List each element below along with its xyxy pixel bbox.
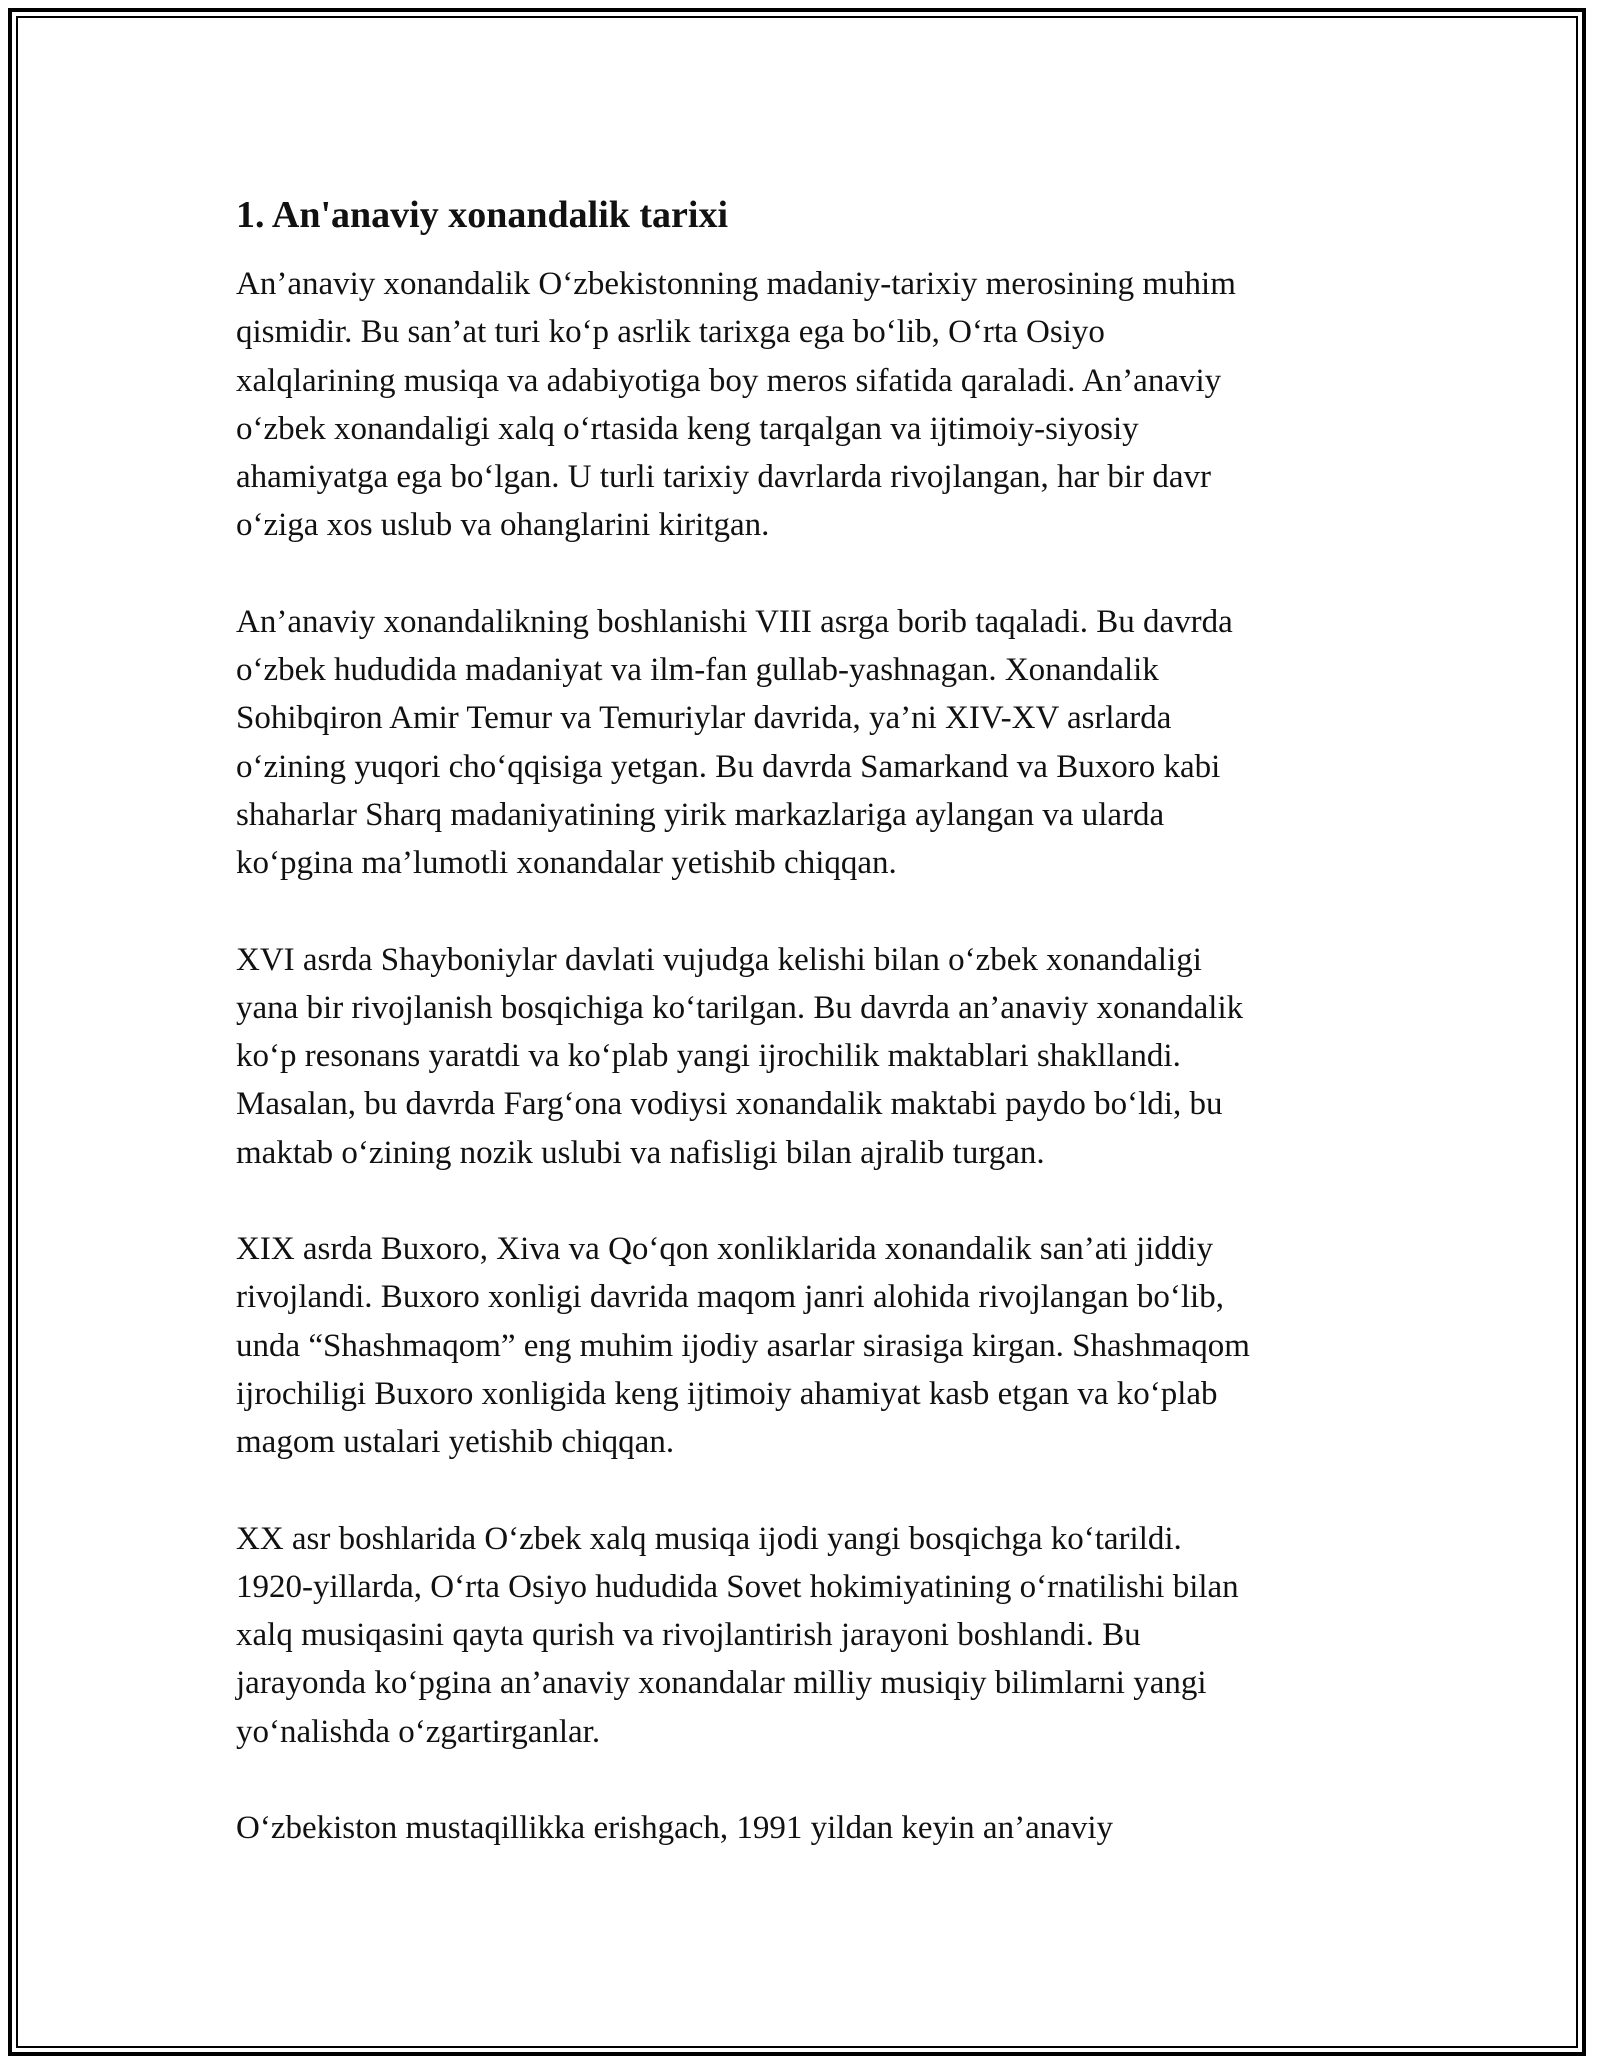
text-line: shaharlar Sharq madaniyatining yirik markazlariga aylangan va ularda xyxy=(236,796,1165,833)
text-line: An’anaviy xonandalik O‘zbekistonning madaniy-tarixiy merosining muhim xyxy=(236,266,1236,302)
text-line: ko‘p resonans yaratdi va ko‘plab yangi ijrochilik maktablari shakllandi. xyxy=(236,1038,1181,1075)
paragraph-2 xyxy=(236,598,1376,888)
paragraph-6 xyxy=(236,1804,1376,1852)
text-line: jarayonda ko‘pgina an’anaviy xonandalar milliy musiqiy bilimlarni yangi xyxy=(236,1665,1207,1702)
paragraph-1 xyxy=(236,260,1376,550)
paragraph-4 xyxy=(236,1225,1376,1466)
paragraph-5 xyxy=(236,1515,1376,1756)
text-line: Masalan, bu davrda Farg‘ona vodiysi xonandalik maktabi paydo bo‘ldi, bu xyxy=(236,1086,1223,1123)
text-line: o‘zbek hududida madaniyat va ilm-fan gullab-yashnagan. Xonandalik xyxy=(236,652,1159,689)
text-line: ahamiyatga ega bo‘lgan. U turli tarixiy davrlarda rivojlangan, har bir davr xyxy=(236,459,1211,496)
text-line: o‘zbek xonandaligi xalq o‘rtasida keng tarqalgan va ijtimoiy-siyosiy xyxy=(236,410,1139,447)
text-line: ko‘pgina ma’lumotli xonandalar yetishib chiqqan. xyxy=(236,845,897,882)
paragraph-3 xyxy=(236,936,1376,1177)
text-line: magom ustalari yetishib chiqqan. xyxy=(236,1424,675,1461)
text-line: xalqlarining musiqa va adabiyotiga boy meros sifatida qaraladi. An’anaviy xyxy=(236,362,1222,399)
text-line: An’anaviy xonandalikning boshlanishi VIII asrga borib taqaladi. Bu davrda xyxy=(236,603,1233,640)
text-line: O‘zbekiston mustaqillikka erishgach, 1991 yildan keyin an’anaviy xyxy=(236,1810,1114,1847)
text-line: xalq musiqasini qayta qurish va rivojlantirish jarayoni boshlandi. Bu xyxy=(236,1617,1141,1654)
text-line: XVI asrda Shayboniylar davlati vujudga kelishi bilan o‘zbek xonandaligi xyxy=(236,941,1202,978)
section-heading: 1. An'anaviy xonandalik tarixi xyxy=(236,194,729,236)
text-line: XIX asrda Buxoro, Xiva va Qo‘qon xonliklarida xonandalik san’ati jiddiy xyxy=(236,1231,1213,1268)
text-line: qismidir. Bu san’at turi ko‘p asrlik tarixga ega bo‘lib, O‘rta Osiyo xyxy=(236,314,1105,351)
text-line: 1920-yillarda, O‘rta Osiyo hududida Sovet hokimiyatining o‘rnatilishi bilan xyxy=(236,1568,1239,1605)
text-line: o‘zining yuqori cho‘qqisiga yetgan. Bu davrda Samarkand va Buxoro kabi xyxy=(236,748,1221,785)
text-line: ijrochiligi Buxoro xonligida keng ijtimoiy ahamiyat kasb etgan va ko‘plab xyxy=(236,1375,1218,1412)
text-line: yo‘nalishda o‘zgartirganlar. xyxy=(236,1713,601,1750)
text-line: maktab o‘zining nozik uslubi va nafisligi bilan ajralib turgan. xyxy=(236,1134,1045,1171)
text-line: o‘ziga xos uslub va ohanglarini kiritgan. xyxy=(236,507,770,544)
text-line: rivojlandi. Buxoro xonligi davrida maqom janri alohida rivojlangan bo‘lib, xyxy=(236,1279,1224,1316)
text-line: Sohibqiron Amir Temur va Temuriylar davrida, ya’ni XIV-XV asrlarda xyxy=(236,700,1172,737)
text-line: unda “Shashmaqom” eng muhim ijodiy asarlar sirasiga kirgan. Shashmaqom xyxy=(236,1327,1250,1364)
text-line: XX asr boshlarida O‘zbek xalq musiqa ijodi yangi bosqichga ko‘tarildi. xyxy=(236,1520,1182,1557)
text-line: yana bir rivojlanish bosqichiga ko‘tarilgan. Bu davrda an’anaviy xonandalik xyxy=(236,989,1244,1026)
document-body xyxy=(236,190,1376,1900)
